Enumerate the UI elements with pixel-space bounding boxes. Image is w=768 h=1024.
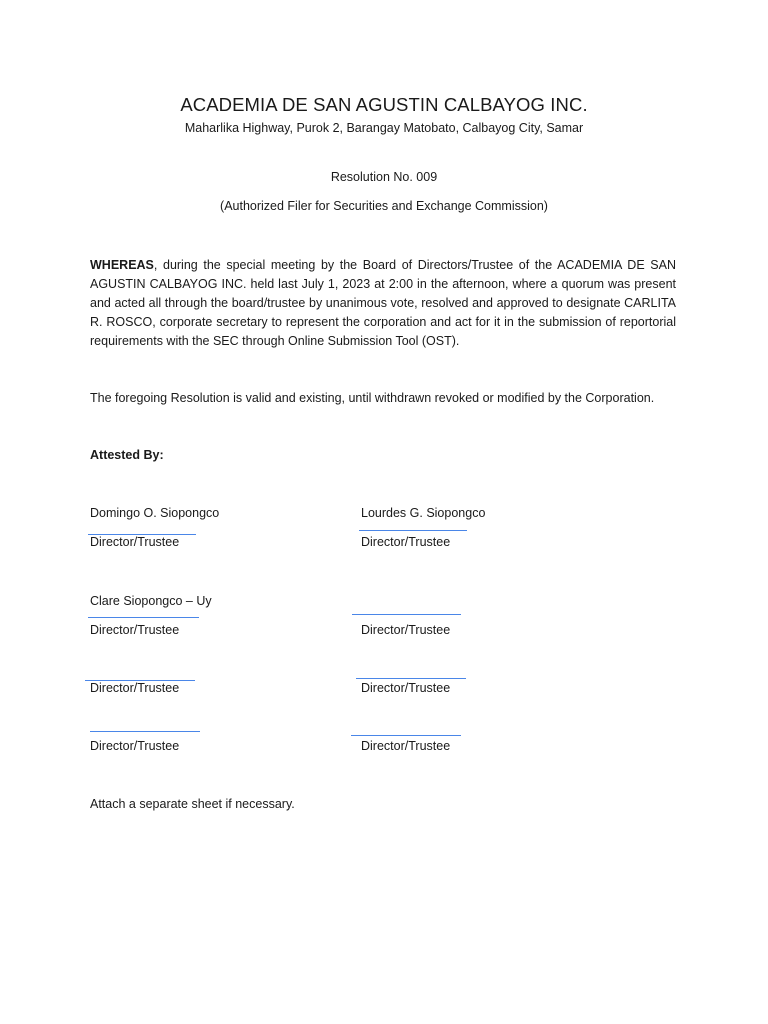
signature-line-4 xyxy=(352,614,461,615)
signatory-role-7: Director/Trustee xyxy=(90,739,180,753)
signatory-name-2: Lourdes G. Siopongco xyxy=(361,506,486,520)
whereas-paragraph xyxy=(90,256,676,351)
resolution-description: (Authorized Filer for Securities and Exchange Commission) xyxy=(220,199,548,213)
attachment-note: Attach a separate sheet if necessary. xyxy=(90,797,295,811)
signature-line-3 xyxy=(88,617,199,618)
signatory-role-6: Director/Trustee xyxy=(361,681,451,695)
whereas-label: WHEREAS xyxy=(90,258,154,272)
signatory-role-2: Director/Trustee xyxy=(361,535,451,549)
signatory-role-4: Director/Trustee xyxy=(361,623,451,637)
signature-line-8 xyxy=(351,735,461,736)
whereas-text: , during the special meeting by the Board of Directors/Trustee of the ACADEMIA DE SAN AGUSTIN CALBAYOG INC. held last July 1, 2023 at 2:00 in the afternoon, where a quorum was present and acted all through the board/trustee by unanimous vote, resolved and approved to designate CARLITA R. ROSCO, corporate secretary to represent the corporation and act for it in the submission of reportorial requirements with the SEC through Online Submission Tool (OST). xyxy=(90,258,676,348)
signatory-role-8: Director/Trustee xyxy=(361,739,451,753)
signatory-role-3: Director/Trustee xyxy=(90,623,180,637)
signatory-name-3: Clare Siopongco – Uy xyxy=(90,594,212,608)
foregoing-paragraph: The foregoing Resolution is valid and existing, until withdrawn revoked or modified by the Corporation. xyxy=(90,391,655,405)
signature-line-6 xyxy=(356,678,466,679)
signatory-role-5: Director/Trustee xyxy=(90,681,180,695)
resolution-number: Resolution No. 009 xyxy=(330,170,438,184)
organization-address: Maharlika Highway, Purok 2, Barangay Matobato, Calbayog City, Samar xyxy=(184,121,584,135)
signature-line-7 xyxy=(90,731,200,732)
signature-line-2 xyxy=(359,530,467,531)
organization-title: ACADEMIA DE SAN AGUSTIN CALBAYOG INC. xyxy=(180,94,588,115)
signatory-role-1: Director/Trustee xyxy=(90,535,180,549)
attested-label: Attested By: xyxy=(90,448,164,462)
signatory-name-1: Domingo O. Siopongco xyxy=(90,506,220,520)
